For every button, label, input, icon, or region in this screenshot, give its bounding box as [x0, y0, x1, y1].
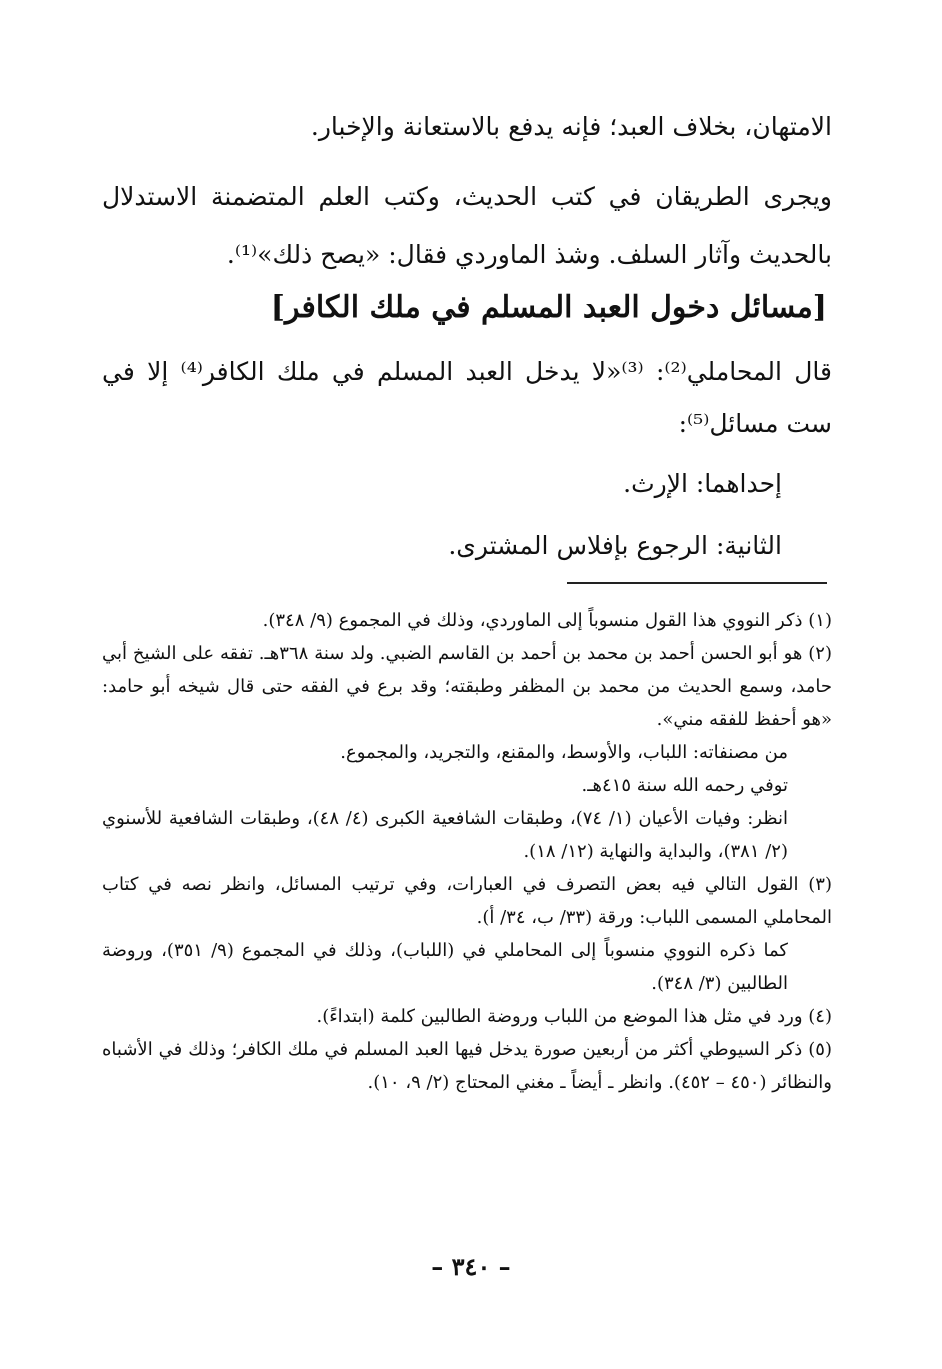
section-heading: [مسائل دخول العبد المسلم في ملك الكافر] — [270, 290, 827, 325]
body-paragraph-1: الامتهان، بخلاف العبد؛ فإنه يدفع بالاستعانة والإخبار. — [310, 112, 832, 141]
footnote-2-works: من مصنفاته: اللباب، والأوسط، والمقنع، والتجريد، والمجموع. — [340, 742, 788, 763]
body-paragraph-2: ويجرى الطريقان في كتب الحديث، وكتب العلم المتضمنة الاستدلال بالحديث وآثار السلف. وشذ الماوردي فقال: «يصح ذلك»⁽¹⁾. — [102, 182, 832, 269]
footnote-5: (٥) ذكر السيوطي أكثر من أربعين صورة يدخل فيها العبد المسلم في ملك الكافر؛ وذلك في الأشباه والنظائر (٤٥٠ – ٤٥٢). وانظر ـ أيضاً ـ مغني المحتاج (٢/ ٩، ١٠). — [102, 1039, 832, 1093]
footnote-2: (٢) هو أبو الحسن أحمد بن محمد بن أحمد بن القاسم الضبي. ولد سنة ٣٦٨هـ. تفقه على الشيخ أبي حامد، وسمع الحديث من محمد بن المظفر وطبقته؛ وقد برع في الفقه حتى قال شيخه أبو حامد: «هو أحفظ للفقه مني». — [102, 643, 832, 730]
body-paragraph-3: قال المحاملي⁽²⁾: ⁽³⁾«لا يدخل العبد المسلم في ملك الكافر⁽⁴⁾ إلا في ست مسائل⁽⁵⁾: — [102, 357, 832, 438]
footnote-divider — [567, 582, 827, 584]
list-item-first: إحداهما: الإرث. — [623, 469, 782, 498]
footnote-1: (١) ذكر النووي هذا القول منسوباً إلى الماوردي، وذلك في المجموع (٩/ ٣٤٨). — [262, 610, 832, 631]
footnote-4: (٤) ورد في مثل هذا الموضع من اللباب وروضة الطالبين كلمة (ابتداءً). — [316, 1006, 832, 1027]
footnote-2-sources: انظر: وفيات الأعيان (١/ ٧٤)، وطبقات الشافعية الكبرى (٤/ ٤٨)، وطبقات الشافعية للأسنوي (٢/ ٣٨١)، والبداية والنهاية (١٢/ ١٨). — [102, 808, 788, 862]
list-item-second: الثانية: الرجوع بإفلاس المشترى. — [448, 531, 782, 560]
page-number: – ٣٤٠ – — [431, 1252, 511, 1281]
footnote-3: (٣) القول التالي فيه بعض التصرف في العبارات، وفي ترتيب المسائل، وانظر نصه في كتاب المحاملي المسمى اللباب: ورقة (٣٣/ ب، ٣٤/ أ). — [102, 874, 832, 928]
footnote-2-death: توفي رحمه الله سنة ٤١٥هـ. — [581, 775, 788, 796]
footnotes — [102, 604, 832, 1099]
footnote-3-extra: كما ذكره النووي منسوباً إلى المحاملي في (اللباب)، وذلك في المجموع (٩/ ٣٥١)، وروضة الطالبين (٣/ ٣٤٨). — [102, 940, 788, 994]
